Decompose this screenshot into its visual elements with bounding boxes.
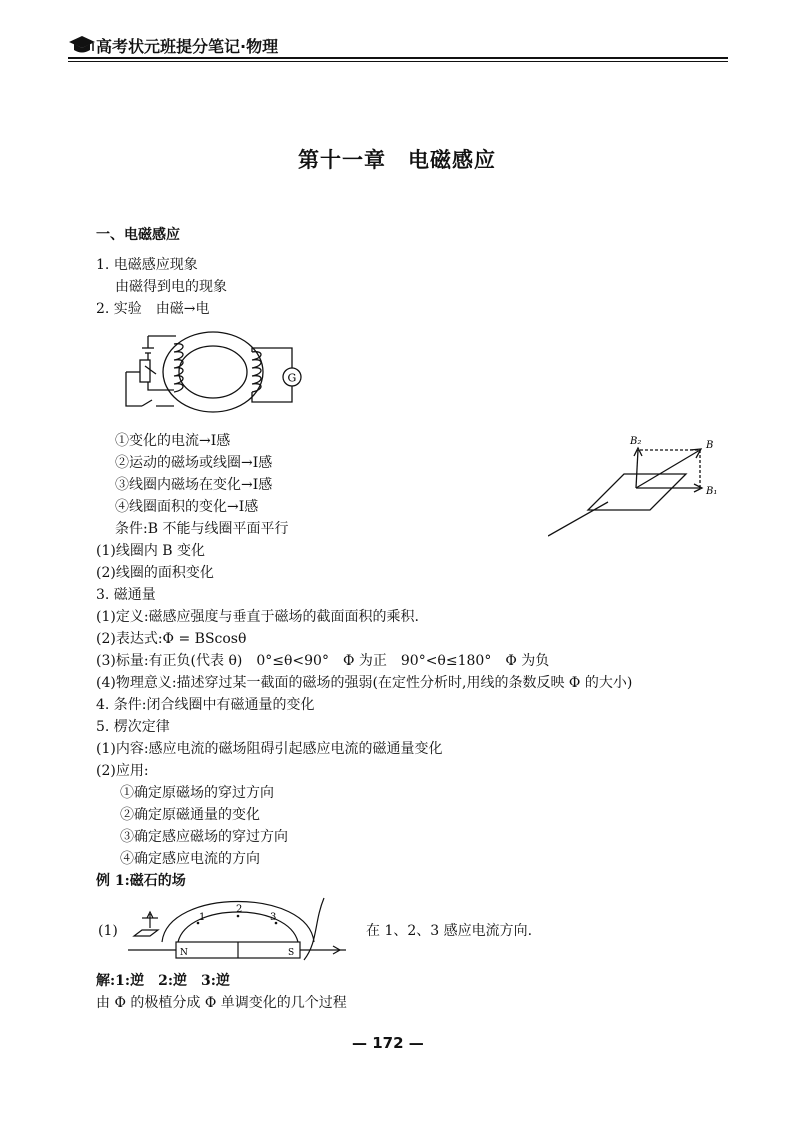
north-pole-label: N [180, 948, 188, 958]
page-header [68, 30, 728, 60]
text-line: 1. 电磁感应现象 [96, 257, 198, 273]
point-3-label: 3 [270, 912, 277, 923]
example-followup: 由 Φ 的极植分成 Φ 单调变化的几个过程 [96, 995, 347, 1011]
b1-label: B₁ [706, 486, 718, 497]
text-line: (4)物理意义:描述穿过某一截面的磁场的强弱(在定性分析时,用线的条数反映 Φ 的大小) [96, 675, 633, 691]
text-line: (2)应用: [96, 763, 149, 779]
galvanometer-label: G [287, 371, 297, 385]
b2-label: B₂ [630, 436, 642, 447]
example-question: 在 1、2、3 感应电流方向. [366, 923, 533, 939]
bar-magnet-figure [128, 892, 348, 964]
example-answer: 解:1:逆 2:逆 3:逆 [96, 973, 230, 989]
text-line: 5. 楞次定律 [96, 719, 170, 735]
text-line: ③确定感应磁场的穿过方向 [120, 829, 288, 845]
text-line: ②运动的磁场或线圈→I感 [115, 455, 273, 471]
example-part-label: (1) [98, 923, 118, 939]
header-rule [68, 57, 728, 59]
text-line: ②确定原磁通量的变化 [120, 807, 260, 823]
text-line: 2. 实验 由磁→电 [96, 301, 210, 317]
b-field-vector-figure [548, 432, 728, 542]
header-title: 高考状元班提分笔记·物理 [96, 37, 279, 56]
graduation-cap-icon [68, 34, 96, 56]
point-1-label: 1 [199, 912, 206, 923]
example-title: 例 1:磁石的场 [96, 873, 186, 889]
chapter-title: 第十一章 电磁感应 [298, 148, 496, 172]
text-line: (3)标量:有正负(代表 θ) 0°≤θ<90° Φ 为正 90°<θ≤180° Φ 为负 [96, 653, 550, 669]
text-line: 4. 条件:闭合线圈中有磁通量的变化 [96, 697, 315, 713]
text-line: (2)表达式:Φ = BScosθ [96, 631, 247, 647]
text-line: 3. 磁通量 [96, 587, 156, 603]
text-line: (1)线圈内 B 变化 [96, 543, 206, 559]
page-number: — 172 — [352, 1034, 424, 1052]
point-2-label: 2 [236, 904, 243, 915]
text-line: ①确定原磁场的穿过方向 [120, 785, 274, 801]
header-rule-thin [68, 61, 728, 62]
text-line: (1)内容:感应电流的磁场阻碍引起感应电流的磁通量变化 [96, 741, 443, 757]
text-line: ④线圈面积的变化→I感 [115, 499, 259, 515]
text-line: 条件:B 不能与线圈平面平行 [115, 521, 289, 537]
text-line: 由磁得到电的现象 [115, 279, 227, 295]
text-line: ④确定感应电流的方向 [120, 851, 260, 867]
toroid-circuit-figure [118, 326, 308, 430]
text-line: (1)定义:磁感应强度与垂直于磁场的截面面积的乘积. [96, 609, 419, 625]
south-pole-label: S [288, 948, 295, 958]
section-title: 一、电磁感应 [96, 227, 180, 243]
text-line: ①变化的电流→I感 [115, 433, 231, 449]
b-label: B [706, 440, 714, 451]
text-line: ③线圈内磁场在变化→I感 [115, 477, 273, 493]
text-line: (2)线圈的面积变化 [96, 565, 214, 581]
